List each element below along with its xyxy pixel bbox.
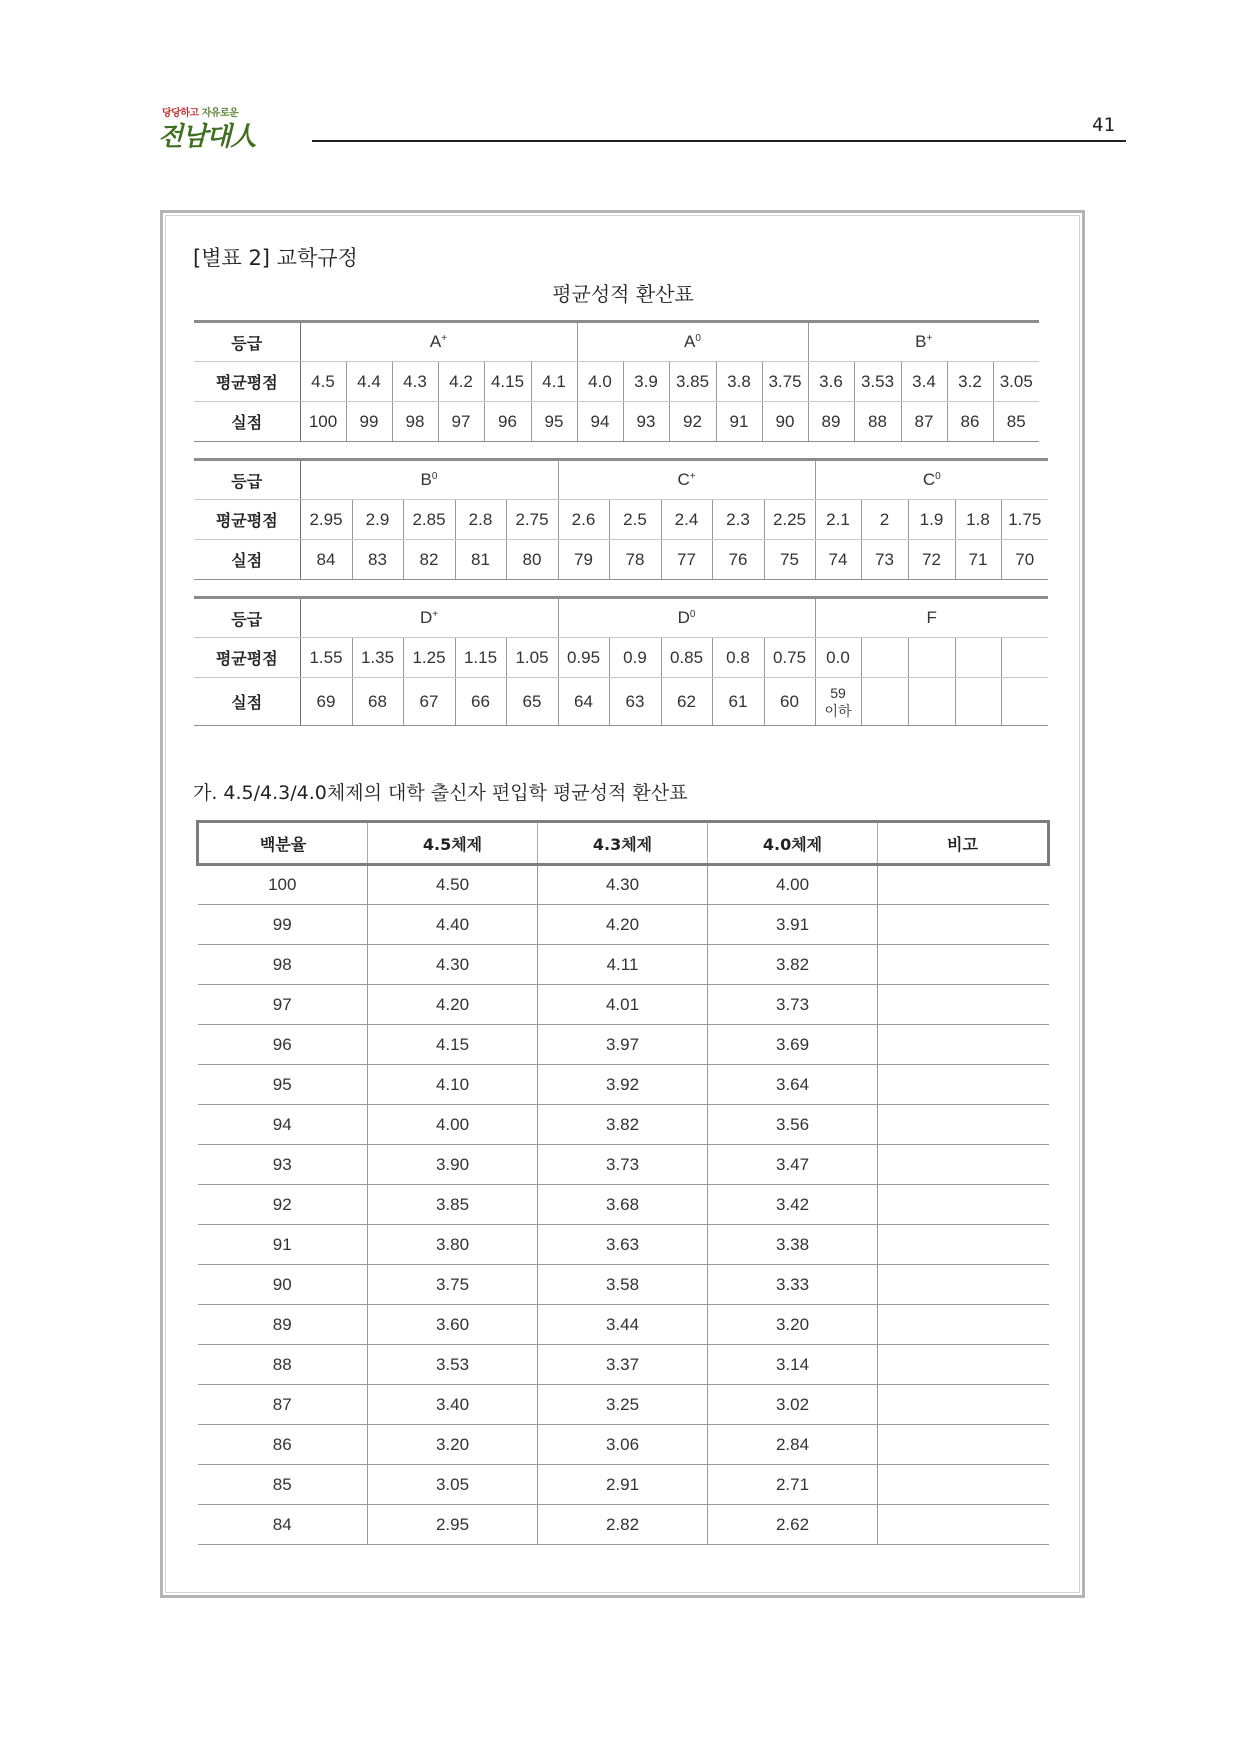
table-cell: 2.82: [538, 1505, 708, 1545]
table-row: [198, 985, 1049, 1025]
value-cell: 0.0: [815, 638, 861, 678]
value-cell: 77: [661, 540, 712, 580]
gpa-row: [194, 500, 1048, 540]
value-cell: 68: [352, 678, 403, 726]
value-cell: 94: [577, 402, 623, 442]
table-cell: 3.58: [538, 1265, 708, 1305]
row-label: 평균평점: [194, 500, 300, 540]
value-cell: 99: [346, 402, 392, 442]
table-cell: [878, 1025, 1049, 1065]
table-cell: 3.02: [708, 1385, 878, 1425]
grade-group: $B^0$: [300, 460, 558, 500]
value-cell: 0.75: [764, 638, 815, 678]
value-cell: [1001, 678, 1048, 726]
table-cell: 3.40: [368, 1385, 538, 1425]
grade-group: A+: [300, 322, 577, 362]
table-cell: 2.84: [708, 1425, 878, 1465]
table-cell: 3.14: [708, 1345, 878, 1385]
row-label: 실점: [194, 402, 300, 442]
column-header: 4.0체제: [708, 822, 878, 865]
table-cell: [878, 1225, 1049, 1265]
value-cell: [908, 638, 955, 678]
table-cell: 3.97: [538, 1025, 708, 1065]
value-cell: 89: [808, 402, 854, 442]
table-cell: 88: [198, 1345, 368, 1385]
value-cell: 60: [764, 678, 815, 726]
table-cell: 3.82: [708, 945, 878, 985]
value-cell: 96: [484, 402, 531, 442]
value-cell: 59 이하: [815, 678, 861, 726]
value-cell: 3.53: [854, 362, 901, 402]
value-cell: 76: [712, 540, 764, 580]
row-label: 등급: [194, 322, 300, 362]
value-cell: 83: [352, 540, 403, 580]
table-row: [198, 1025, 1049, 1065]
table-cell: 85: [198, 1465, 368, 1505]
table-row: [198, 1345, 1049, 1385]
table-cell: 86: [198, 1425, 368, 1465]
table-cell: 2.91: [538, 1465, 708, 1505]
score-row: [194, 540, 1048, 580]
row-label: 평균평점: [194, 362, 300, 402]
value-cell: 4.5: [300, 362, 346, 402]
value-cell: 3.6: [808, 362, 854, 402]
table-cell: [878, 1305, 1049, 1345]
table-cell: 3.20: [368, 1425, 538, 1465]
table-cell: 3.75: [368, 1265, 538, 1305]
table-cell: 98: [198, 945, 368, 985]
value-cell: 93: [623, 402, 669, 442]
value-cell: 2.8: [455, 500, 506, 540]
value-cell: 4.1: [531, 362, 577, 402]
table-cell: [878, 1345, 1049, 1385]
table-cell: 93: [198, 1145, 368, 1185]
table-cell: [878, 1065, 1049, 1105]
table-cell: 4.15: [368, 1025, 538, 1065]
table-cell: 4.11: [538, 945, 708, 985]
value-cell: 3.85: [669, 362, 716, 402]
table-cell: 3.69: [708, 1025, 878, 1065]
table-cell: 3.64: [708, 1065, 878, 1105]
column-header: 4.5체제: [368, 822, 538, 865]
table-cell: 4.00: [708, 865, 878, 905]
value-cell: 72: [908, 540, 955, 580]
value-cell: 2.85: [403, 500, 455, 540]
value-cell: 70: [1001, 540, 1048, 580]
value-cell: 1.15: [455, 638, 506, 678]
table-cell: [878, 1425, 1049, 1465]
value-cell: [861, 678, 908, 726]
table-cell: 3.38: [708, 1225, 878, 1265]
row-label: 등급: [194, 460, 300, 500]
conversion-header-row: [198, 822, 1049, 865]
gpa-row: [194, 638, 1048, 678]
value-cell: 3.9: [623, 362, 669, 402]
value-cell: 91: [716, 402, 762, 442]
value-cell: 1.05: [506, 638, 558, 678]
value-cell: 0.9: [609, 638, 661, 678]
value-cell: 97: [438, 402, 484, 442]
table-cell: 84: [198, 1505, 368, 1545]
grade-group: $D^0$: [558, 598, 815, 638]
value-cell: 3.05: [993, 362, 1039, 402]
value-cell: 66: [455, 678, 506, 726]
value-cell: 2.95: [300, 500, 352, 540]
table-cell: 3.06: [538, 1425, 708, 1465]
table-cell: 3.92: [538, 1065, 708, 1105]
table-cell: 3.60: [368, 1305, 538, 1345]
value-cell: [861, 638, 908, 678]
value-cell: 79: [558, 540, 609, 580]
value-cell: [1001, 638, 1048, 678]
table-row: [198, 1105, 1049, 1145]
value-cell: 2.9: [352, 500, 403, 540]
value-cell: 0.85: [661, 638, 712, 678]
value-cell: 100: [300, 402, 346, 442]
header-rule: [312, 140, 1126, 142]
value-cell: [955, 638, 1001, 678]
value-cell: 1.35: [352, 638, 403, 678]
row-label: 등급: [194, 598, 300, 638]
value-cell: 78: [609, 540, 661, 580]
page-header: [0, 0, 1248, 160]
table-cell: 3.68: [538, 1185, 708, 1225]
table-row: [198, 1065, 1049, 1105]
value-cell: 3.8: [716, 362, 762, 402]
table-cell: 3.42: [708, 1185, 878, 1225]
grade-table-3: [194, 596, 1048, 726]
table-cell: [878, 1105, 1049, 1145]
table-cell: 3.05: [368, 1465, 538, 1505]
column-header: 4.3체제: [538, 822, 708, 865]
value-cell: 62: [661, 678, 712, 726]
value-cell: 80: [506, 540, 558, 580]
table-cell: 4.00: [368, 1105, 538, 1145]
table-cell: 3.37: [538, 1345, 708, 1385]
table-cell: [878, 1465, 1049, 1505]
table-cell: [878, 985, 1049, 1025]
table-cell: 4.20: [538, 905, 708, 945]
value-cell: 75: [764, 540, 815, 580]
table-title: 평균성적 환산표: [552, 282, 694, 306]
value-cell: 98: [392, 402, 438, 442]
value-cell: 3.4: [901, 362, 947, 402]
value-cell: 88: [854, 402, 901, 442]
value-cell: 0.95: [558, 638, 609, 678]
value-cell: 90: [762, 402, 808, 442]
value-cell: [908, 678, 955, 726]
conversion-table: [196, 820, 1050, 1545]
value-cell: 2.5: [609, 500, 661, 540]
value-cell: 2.6: [558, 500, 609, 540]
grade-row: [194, 598, 1048, 638]
table-cell: [878, 1265, 1049, 1305]
table-cell: 91: [198, 1225, 368, 1265]
grade-table-2: [194, 458, 1048, 580]
value-cell: 71: [955, 540, 1001, 580]
grade-group: $C^0$: [815, 460, 1048, 500]
value-cell: 3.2: [947, 362, 993, 402]
grade-group: $A^0$: [577, 322, 808, 362]
value-cell: 67: [403, 678, 455, 726]
value-cell: 2: [861, 500, 908, 540]
column-header: 백분율: [198, 822, 368, 865]
table-cell: 3.91: [708, 905, 878, 945]
table-row: [198, 1145, 1049, 1185]
table-cell: 2.62: [708, 1505, 878, 1545]
value-cell: 2.25: [764, 500, 815, 540]
table-cell: 3.90: [368, 1145, 538, 1185]
page-number: 41: [1092, 114, 1115, 136]
value-cell: 92: [669, 402, 716, 442]
value-cell: 1.25: [403, 638, 455, 678]
value-cell: 3.75: [762, 362, 808, 402]
table-cell: 3.56: [708, 1105, 878, 1145]
table-row: [198, 1425, 1049, 1465]
table-cell: 99: [198, 905, 368, 945]
table-row: [198, 1305, 1049, 1345]
grade-group: B+: [808, 322, 1039, 362]
table-row: [198, 1185, 1049, 1225]
value-cell: 1.55: [300, 638, 352, 678]
table-cell: 87: [198, 1385, 368, 1425]
value-cell: 86: [947, 402, 993, 442]
table-cell: 4.20: [368, 985, 538, 1025]
row-label: 실점: [194, 540, 300, 580]
table-cell: 3.82: [538, 1105, 708, 1145]
score-row: [194, 402, 1039, 442]
value-cell: 64: [558, 678, 609, 726]
grade-group: D+: [300, 598, 558, 638]
gpa-row: [194, 362, 1039, 402]
value-cell: 95: [531, 402, 577, 442]
value-cell: 1.75: [1001, 500, 1048, 540]
row-label: 실점: [194, 678, 300, 726]
university-logo: [158, 104, 308, 156]
logo-text: 전남대人: [158, 122, 256, 152]
table-cell: 89: [198, 1305, 368, 1345]
value-cell: 65: [506, 678, 558, 726]
value-cell: 1.9: [908, 500, 955, 540]
value-cell: 61: [712, 678, 764, 726]
row-label: 평균평점: [194, 638, 300, 678]
value-cell: 2.4: [661, 500, 712, 540]
value-cell: 4.4: [346, 362, 392, 402]
grade-group: C+: [558, 460, 815, 500]
grade-table-1: [194, 320, 1039, 442]
table-cell: 100: [198, 865, 368, 905]
table-cell: 3.73: [538, 1145, 708, 1185]
value-cell: 4.0: [577, 362, 623, 402]
table-row: [198, 1465, 1049, 1505]
table-cell: [878, 905, 1049, 945]
table-cell: 94: [198, 1105, 368, 1145]
table-cell: 3.25: [538, 1385, 708, 1425]
table-cell: 3.73: [708, 985, 878, 1025]
table-cell: [878, 1385, 1049, 1425]
value-cell: 63: [609, 678, 661, 726]
value-cell: 4.2: [438, 362, 484, 402]
logo-slogan: 당당하고 자유로운: [162, 108, 239, 119]
table-row: [198, 1225, 1049, 1265]
grade-row: [194, 460, 1048, 500]
table-cell: [878, 1185, 1049, 1225]
value-cell: 2.3: [712, 500, 764, 540]
table-cell: [878, 1145, 1049, 1185]
column-header: 비고: [878, 822, 1049, 865]
table-cell: 4.30: [538, 865, 708, 905]
table-cell: 4.40: [368, 905, 538, 945]
table-cell: [878, 865, 1049, 905]
value-cell: 82: [403, 540, 455, 580]
value-cell: 84: [300, 540, 352, 580]
table-cell: 3.63: [538, 1225, 708, 1265]
table-row: [198, 905, 1049, 945]
table-row: [198, 1505, 1049, 1545]
table-cell: 97: [198, 985, 368, 1025]
table-row: [198, 945, 1049, 985]
value-cell: 87: [901, 402, 947, 442]
table-cell: 3.47: [708, 1145, 878, 1185]
table-cell: 96: [198, 1025, 368, 1065]
grade-group: F: [815, 598, 1048, 638]
table-cell: 3.85: [368, 1185, 538, 1225]
grade-row: [194, 322, 1039, 362]
table-cell: 2.71: [708, 1465, 878, 1505]
table-cell: 95: [198, 1065, 368, 1105]
table-row: [198, 865, 1049, 905]
table-row: [198, 1385, 1049, 1425]
table-cell: [878, 1505, 1049, 1545]
table-cell: 3.33: [708, 1265, 878, 1305]
table-cell: 3.44: [538, 1305, 708, 1345]
value-cell: 73: [861, 540, 908, 580]
table-cell: 4.30: [368, 945, 538, 985]
table-cell: 3.80: [368, 1225, 538, 1265]
conversion-body: [198, 865, 1049, 1545]
table-cell: 3.20: [708, 1305, 878, 1345]
section-subheading: 가. 4.5/4.3/4.0체제의 대학 출신자 편입학 평균성적 환산표: [193, 782, 688, 804]
table-cell: 4.10: [368, 1065, 538, 1105]
value-cell: [955, 678, 1001, 726]
value-cell: 4.3: [392, 362, 438, 402]
value-cell: 74: [815, 540, 861, 580]
table-cell: 3.53: [368, 1345, 538, 1385]
doc-title: [별표 2] 교학규정: [193, 246, 358, 270]
value-cell: 0.8: [712, 638, 764, 678]
table-cell: 4.01: [538, 985, 708, 1025]
value-cell: 81: [455, 540, 506, 580]
value-cell: 1.8: [955, 500, 1001, 540]
value-cell: 2.75: [506, 500, 558, 540]
score-row: [194, 678, 1048, 726]
table-cell: 92: [198, 1185, 368, 1225]
table-cell: 90: [198, 1265, 368, 1305]
table-cell: 2.95: [368, 1505, 538, 1545]
value-cell: 69: [300, 678, 352, 726]
value-cell: 85: [993, 402, 1039, 442]
table-cell: 4.50: [368, 865, 538, 905]
table-cell: [878, 945, 1049, 985]
table-row: [198, 1265, 1049, 1305]
value-cell: 4.15: [484, 362, 531, 402]
value-cell: 2.1: [815, 500, 861, 540]
